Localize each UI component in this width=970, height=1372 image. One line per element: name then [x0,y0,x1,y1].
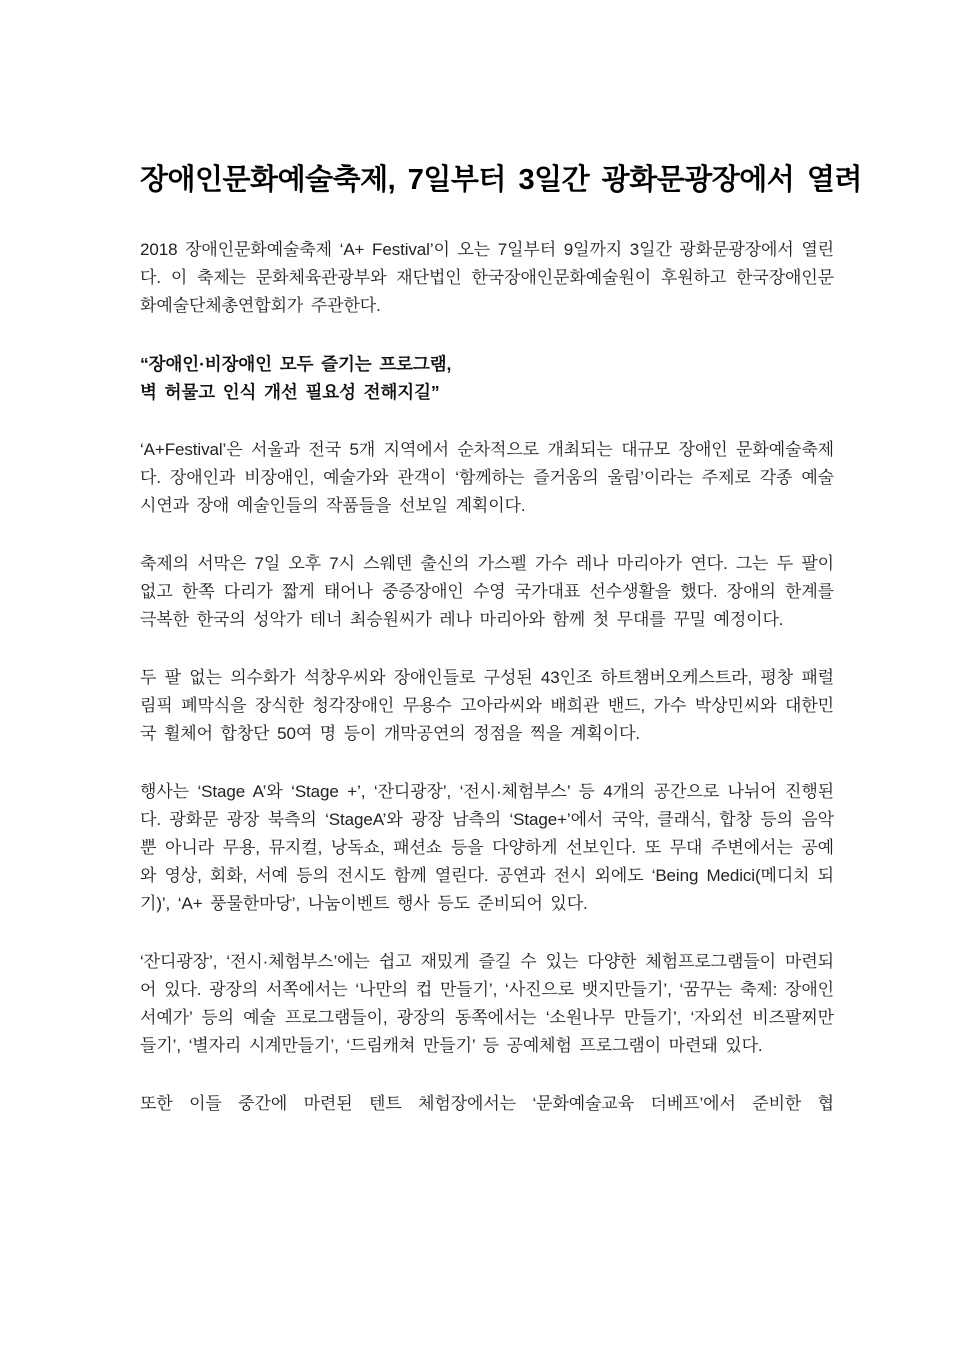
pull-quote-line-2: 벽 허물고 인식 개선 필요성 전해지길” [140,382,440,402]
paragraph-festival-overview: ‘A+Festival’은 서울과 전국 5개 지역에서 순차적으로 개최되는 대규모 장애인 문화예술축제다. 장애인과 비장애인, 예술가와 관객이 ‘함께하는 즐거움의 울림’이라는 주제로 각종 예술시연과 장애 예술인들의 작품들을 선보일 계획이다. [140,440,834,515]
paragraph-opening-act: 축제의 서막은 7일 오후 7시 스웨덴 출신의 가스펠 가수 레나 마리아가 연다. 그는 두 팔이 없고 한쪽 다리가 짧게 태어나 중증장애인 수영 국가대표 선수생활을 했다. 장애의 한계를 극복한 한국의 성악가 테너 최승원씨가 레나 마리아와 함께 첫 무대를 꾸밀 예정이다. [140,554,834,629]
paragraph-continued: 또한 이들 중간에 마련된 텐트 체험장에서는 ‘문화예술교육 더베프’에서 준비한 협 [140,1094,834,1113]
paragraph-lead: 2018 장애인문화예술축제 ‘A+ Festival’이 오는 7일부터 9일까지 3일간 광화문광장에서 열린다. 이 축제는 문화체육관광부와 재단법인 한국장애인문화예술원이 후원하고 한국장애인문화예술단체총연합회가 주관한다. [140,240,834,315]
paragraph-performers: 두 팔 없는 의수화가 석창우씨와 장애인들로 구성된 43인조 하트챔버오케스트라, 평창 패럴림픽 폐막식을 장식한 청각장애인 무용수 고아라씨와 배희관 밴드, 가수 박상민씨와 대한민국 휠체어 합창단 50여 명 등이 개막공연의 정점을 찍을 계획이다. [140,668,834,743]
article-body [140,160,862,1118]
pull-quote-line-1: “장애인·비장애인 모두 즐기는 프로그램, [140,354,452,374]
article-title: 장애인문화예술축제, 7일부터 3일간 광화문광장에서 열려 [140,164,862,196]
pull-quote [140,350,834,406]
paragraph-venues: 행사는 ‘Stage A’와 ‘Stage +’, ‘잔디광장’, ‘전시·체험부스’ 등 4개의 공간으로 나뉘어 진행된다. 광화문 광장 북측의 ‘StageA’와 광장 남측의 ‘Stage+’에서 국악, 클래식, 합창 등의 음악뿐 아니라 무용, 뮤지컬, 낭독쇼, 패션쇼 등을 다양하게 선보인다. 또 무대 주변에서는 공예와 영상, 회화, 서예 등의 전시도 함께 열린다. 공연과 전시 외에도 ‘Being Medici(메디치 되기)’, ‘A+ 풍물한마당’, 나눔이벤트 행사 등도 준비되어 있다. [140,782,834,913]
paragraph-experience-programs: ‘잔디광장’, ‘전시·체험부스’에는 쉽고 재밌게 즐길 수 있는 다양한 체험프로그램들이 마련되어 있다. 광장의 서쪽에서는 ‘나만의 컵 만들기’, ‘사진으로 뱃지만들기’, ‘꿈꾸는 축제: 장애인서예가’ 등의 예술 프로그램들이, 광장의 동쪽에서는 ‘소원나무 만들기’, ‘자외선 비즈팔찌만들기’, ‘별자리 시계만들기’, ‘드림캐쳐 만들기’ 등 공예체험 프로그램이 마련돼 있다. [140,952,834,1055]
